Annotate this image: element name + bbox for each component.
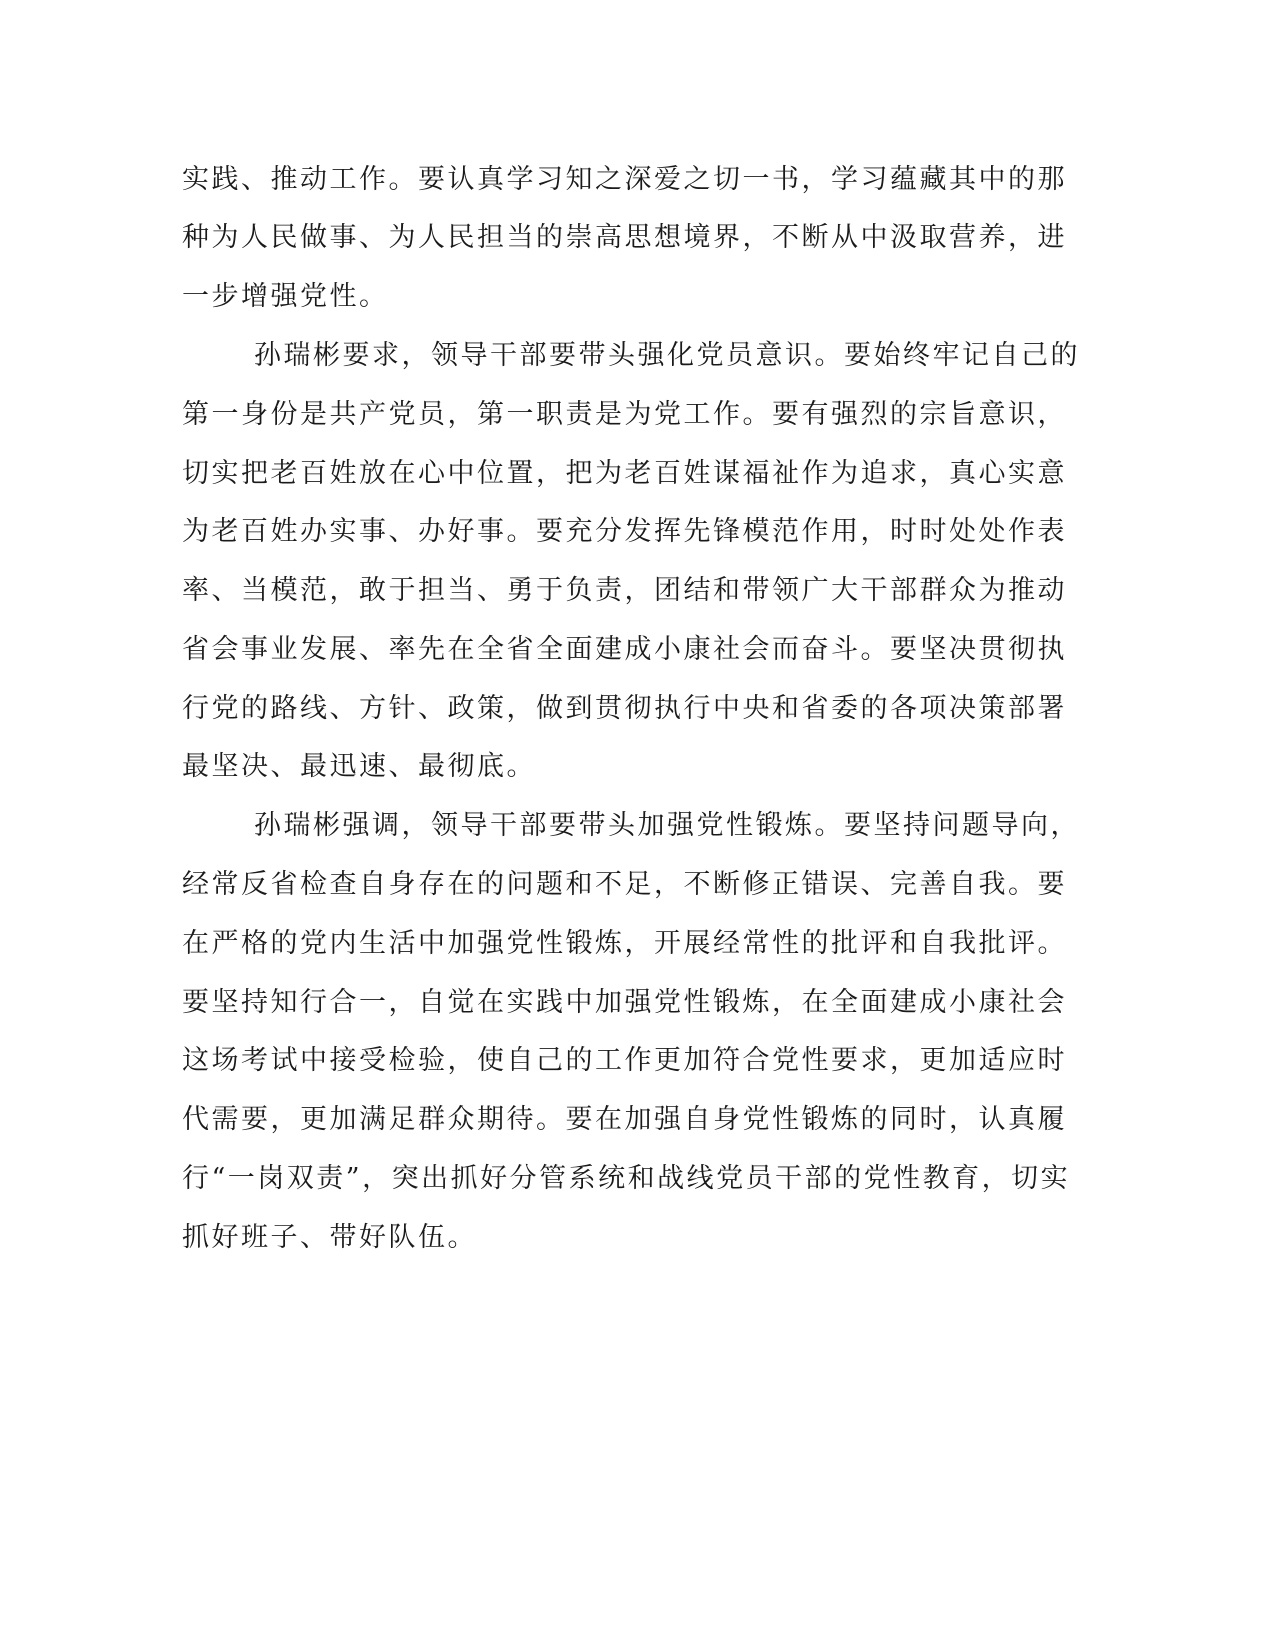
paragraph-3-line-3: 在严格的党内生活中加强党性锻炼，开展经常性的批评和自我批评。: [182, 928, 1067, 959]
paragraph-3-line-8: 抓好班子、带好队伍。: [182, 1222, 477, 1253]
paragraph-2-line-2: 第一身份是共产党员，第一职责是为党工作。要有强烈的宗旨意识，: [182, 399, 1067, 430]
paragraph-2-line-7: 行党的路线、方针、政策，做到贯彻执行中央和省委的各项决策部署: [182, 693, 1067, 724]
paragraph-2-line-8: 最坚决、最迅速、最彻底。: [182, 751, 536, 782]
paragraph-3-line-7: 行“一岗双责”，突出抓好分管系统和战线党员干部的党性教育，切实: [182, 1163, 1071, 1194]
paragraph-3-line-6: 代需要，更加满足群众期待。要在加强自身党性锻炼的同时，认真履: [182, 1104, 1067, 1135]
paragraph-1-line-3: 一步增强党性。: [182, 281, 389, 312]
paragraph-2-line-5: 率、当模范，敢于担当、勇于负责，团结和带领广大干部群众为推动: [182, 575, 1067, 606]
paragraph-3-line-4: 要坚持知行合一，自觉在实践中加强党性锻炼，在全面建成小康社会: [182, 987, 1067, 1018]
paragraph-3-line-5: 这场考试中接受检验，使自己的工作更加符合党性要求，更加适应时: [182, 1045, 1067, 1076]
paragraph-2-line-1: 孙瑞彬要求，领导干部要带头强化党员意识。要始终牢记自己的: [254, 340, 1080, 371]
paragraph-1-line-2: 种为人民做事、为人民担当的崇高思想境界，不断从中汲取营养，进: [182, 222, 1067, 253]
paragraph-2-line-3: 切实把老百姓放在心中位置，把为老百姓谋福祉作为追求，真心实意: [182, 458, 1067, 489]
paragraph-3-line-2: 经常反省检查自身存在的问题和不足，不断修正错误、完善自我。要: [182, 869, 1067, 900]
paragraph-2-line-4: 为老百姓办实事、办好事。要充分发挥先锋模范作用，时时处处作表: [182, 516, 1067, 547]
paragraph-3-line-1: 孙瑞彬强调，领导干部要带头加强党性锻炼。要坚持问题导向，: [254, 810, 1080, 841]
paragraph-2-line-6: 省会事业发展、率先在全省全面建成小康社会而奋斗。要坚决贯彻执: [182, 634, 1067, 665]
paragraph-1-line-1: 实践、推动工作。要认真学习知之深爱之切一书，学习蕴藏其中的那: [182, 164, 1067, 195]
